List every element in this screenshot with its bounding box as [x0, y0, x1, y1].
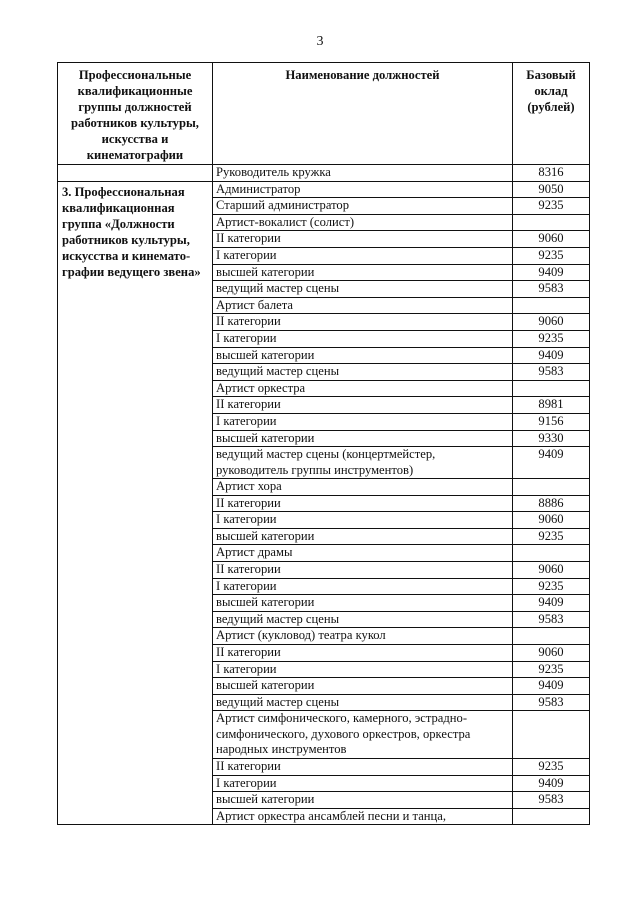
table-header-row: [58, 63, 590, 165]
salary-cell: [513, 711, 590, 759]
position-cell: II категории: [213, 495, 513, 512]
position-cell: Артист драмы: [213, 545, 513, 562]
position-cell: Артист оркестра: [213, 380, 513, 397]
position-cell: II категории: [213, 314, 513, 331]
salary-cell: 9583: [513, 281, 590, 298]
salary-cell: 8886: [513, 495, 590, 512]
position-cell: высшей категории: [213, 430, 513, 447]
header-position: Наименование должностей: [213, 63, 513, 165]
position-cell: ведущий мастер сцены: [213, 281, 513, 298]
position-cell: I категории: [213, 330, 513, 347]
position-cell: ведущий мастер сцены (концертмейстер, руководитель группы инструментов): [213, 447, 513, 479]
position-cell: II категории: [213, 231, 513, 248]
position-cell: высшей категории: [213, 528, 513, 545]
salary-cell: [513, 297, 590, 314]
position-cell: I категории: [213, 661, 513, 678]
salary-cell: 9409: [513, 678, 590, 695]
position-cell: I категории: [213, 413, 513, 430]
header-group: Профессиональные квалификационные группы должностей работников культуры, искусства и кинематографии: [58, 63, 213, 165]
salary-cell: 9583: [513, 611, 590, 628]
group-cell: 3. Профессиональная квалификационная группа «Должности работников культуры, искусства и кинемато-графии ведущего звена»: [58, 181, 213, 825]
salary-cell: 9060: [513, 645, 590, 662]
position-cell: ведущий мастер сцены: [213, 611, 513, 628]
group-cell-empty: [58, 165, 213, 182]
salary-cell: 9060: [513, 314, 590, 331]
position-cell: Руководитель кружка: [213, 165, 513, 182]
salary-cell: 9330: [513, 430, 590, 447]
salary-cell: [513, 808, 590, 825]
salary-cell: 9050: [513, 181, 590, 198]
position-cell: Артист балета: [213, 297, 513, 314]
position-cell: I категории: [213, 512, 513, 529]
salary-cell: 9235: [513, 528, 590, 545]
salary-cell: 9235: [513, 198, 590, 215]
position-cell: Артист симфонического, камерного, эстрадно-симфонического, духового оркестров, оркестра народных инструментов: [213, 711, 513, 759]
salary-cell: 9060: [513, 562, 590, 579]
position-cell: ведущий мастер сцены: [213, 364, 513, 381]
salary-cell: 9409: [513, 775, 590, 792]
position-cell: ведущий мастер сцены: [213, 694, 513, 711]
salary-table: [57, 62, 590, 825]
header-salary: Базовый оклад (рублей): [513, 63, 590, 165]
position-cell: II категории: [213, 758, 513, 775]
position-cell: I категории: [213, 578, 513, 595]
salary-cell: 9235: [513, 758, 590, 775]
table-row: [58, 181, 590, 198]
position-cell: высшей категории: [213, 678, 513, 695]
salary-cell: [513, 545, 590, 562]
salary-cell: 9409: [513, 447, 590, 479]
salary-cell: 9060: [513, 512, 590, 529]
position-cell: Артист хора: [213, 479, 513, 496]
position-cell: I категории: [213, 247, 513, 264]
salary-cell: 8316: [513, 165, 590, 182]
position-cell: Артист оркестра ансамблей песни и танца,: [213, 808, 513, 825]
salary-cell: 9409: [513, 347, 590, 364]
salary-cell: 9235: [513, 247, 590, 264]
position-cell: Артист-вокалист (солист): [213, 214, 513, 231]
salary-cell: [513, 214, 590, 231]
page-number: 3: [316, 34, 324, 49]
salary-cell: 9583: [513, 792, 590, 809]
salary-cell: 9409: [513, 595, 590, 612]
position-cell: II категории: [213, 562, 513, 579]
salary-cell: 9409: [513, 264, 590, 281]
position-cell: Артист (кукловод) театра кукол: [213, 628, 513, 645]
salary-cell: 9583: [513, 364, 590, 381]
position-cell: высшей категории: [213, 264, 513, 281]
table-body: [58, 165, 590, 825]
salary-cell: 9235: [513, 661, 590, 678]
salary-cell: [513, 479, 590, 496]
salary-cell: [513, 380, 590, 397]
position-cell: высшей категории: [213, 792, 513, 809]
table-row: [58, 165, 590, 182]
salary-cell: 9156: [513, 413, 590, 430]
salary-cell: [513, 628, 590, 645]
position-cell: высшей категории: [213, 347, 513, 364]
salary-cell: 9235: [513, 330, 590, 347]
salary-cell: 9583: [513, 694, 590, 711]
position-cell: I категории: [213, 775, 513, 792]
position-cell: II категории: [213, 397, 513, 414]
position-cell: высшей категории: [213, 595, 513, 612]
position-cell: Администратор: [213, 181, 513, 198]
salary-cell: 9060: [513, 231, 590, 248]
position-cell: II категории: [213, 645, 513, 662]
salary-cell: 9235: [513, 578, 590, 595]
salary-cell: 8981: [513, 397, 590, 414]
position-cell: Старший администратор: [213, 198, 513, 215]
